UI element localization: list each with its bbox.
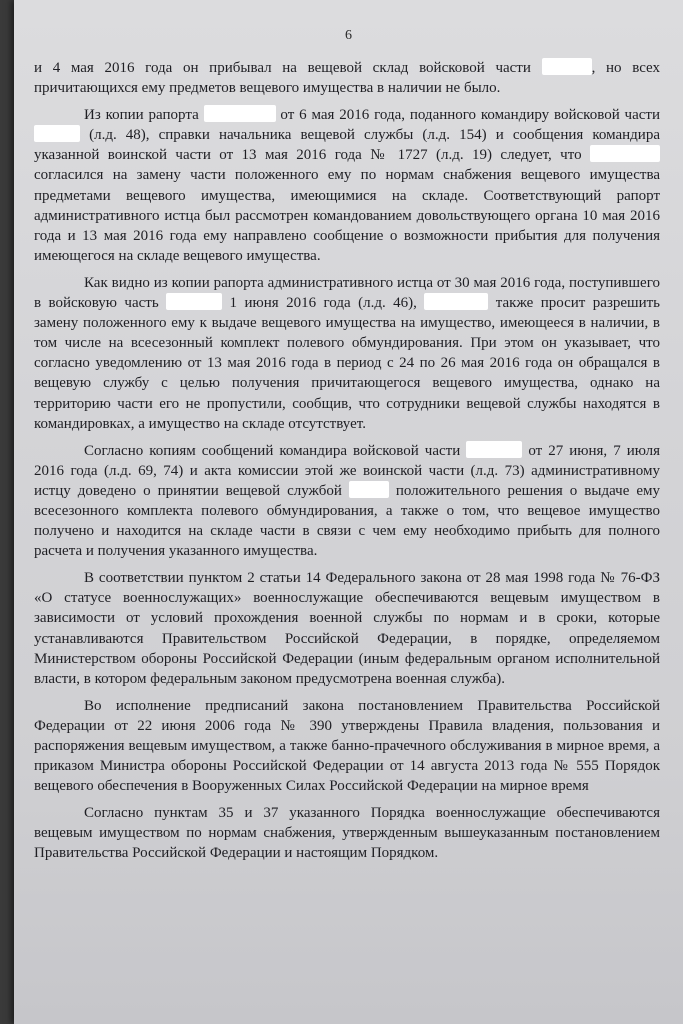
paragraph-text: 1 июня 2016 года (л.д. 46), [222,295,425,312]
redaction-box [466,441,522,458]
paragraph-text: согласился на замену части положенного ему по нормам снабжения вещевого имущества предметами вещевого имущества, имеющимися на складе. Соответствующий рапорт административного истца был рассмотрен командованием довольствующего органа 10 мая 2016 года и 13 мая 2016 года ему направлено сообщение о возможности прибытия для получения имеющегося на складе вещевого имущества. [34,167,660,264]
paragraph [34,58,660,98]
paragraph-text: также просит разрешить замену положенного ему к выдаче вещевого имущества на имущество, имеющееся в наличии, в том числе на всесезонный комплект полевого обмундирования. При этом он указывает, что согласно уведомлению от 13 мая 2016 года в период с 24 по 26 мая 2016 года он обращался в вещевую службу с целью получения причитающегося вещевого имущества, однако на территорию части его не пропустили, сообщив, что сотрудники вещевой службы находятся в командировках, а имущество на складе отсутствует. [34,295,660,432]
paragraph [34,803,660,863]
paragraph [34,441,660,562]
document-page [14,0,683,1024]
redaction-box [590,145,660,162]
paragraph [34,273,660,434]
paragraph-text: от 6 мая 2016 года, поданного командиру войсковой части [275,107,661,124]
paragraph-text: положительного решения о выдаче ему всесезонного комплекта полевого обмундирования, а также о том, что вещевое имущество получено и находится на складе части в связи с чем ему необходимо прибыть для полного расчета и получения указанного имущества. [34,482,660,560]
paragraph-text: Из копии рапорта [84,107,204,124]
paragraph-text: В соответствии пунктом 2 статьи 14 Федерального закона от 28 мая 1998 года № 76-ФЗ «О статусе военнослужащих» военнослужащие обеспечиваются вещевым имуществом в зависимости от условий прохождения военной службы по нормам и в сроки, которые устанавливаются Правительством Российской Федерации, в порядке, определяемом Министерством обороны Российской Федерации (иным федеральным органом исполнительной власти, в котором федеральным законом предусмотрена военная служба). [34,570,660,687]
paragraph-text: Согласно пунктам 35 и 37 указанного Порядка военнослужащие обеспечиваются вещевым имуществом по нормам снабжения, утвержденным вышеуказанным постановлением Правительства Российской Федерации и настоящим Порядком. [34,805,660,862]
paragraph-text: Как видно из копии рапорта административного истца от 30 мая 2016 года, поступившего в войсковую часть [34,274,660,312]
redaction-box [542,58,592,75]
document-body [34,58,660,871]
paragraph [34,696,660,796]
redaction-box [204,105,276,122]
redaction-box [166,293,222,310]
paragraph [34,105,660,266]
redaction-box [349,481,389,498]
paragraph-text: и 4 мая 2016 года он прибывал на вещевой склад войсковой части [34,60,542,76]
paragraph-text: от 27 июня, 7 июля 2016 года (л.д. 69, 74) и акта комиссии этой же воинской части (л.д. 73) административному истцу доведено о принятии вещевой службой [34,442,660,499]
redaction-box [34,125,80,142]
paragraph-text: Во исполнение предписаний закона постановлением Правительства Российской Федерации от 22 июня 2006 года № 390 утверждены Правила владения, пользования и распоряжения вещевым имуществом, а также банно-прачечного обслуживания в мирное время, а приказом Министра обороны Российской Федерации от 14 августа 2013 года № 555 Порядок вещевого обеспечения в Вооруженных Силах Российской Федерации на мирное время [34,697,660,795]
paragraph-text: (л.д. 48), справки начальника вещевой службы (л.д. 154) и сообщения командира указанной воинской части от 13 мая 2016 года № 1727 (л.д. 19) следует, что [34,127,660,164]
paragraph [34,568,660,689]
paragraph-text: , но всех причитающихся ему предметов вещевого имущества в наличии не было. [34,60,660,97]
page-number: 6 [345,28,352,43]
redaction-box [424,293,488,310]
paragraph-text: Согласно копиям сообщений командира войсковой части [84,442,467,459]
